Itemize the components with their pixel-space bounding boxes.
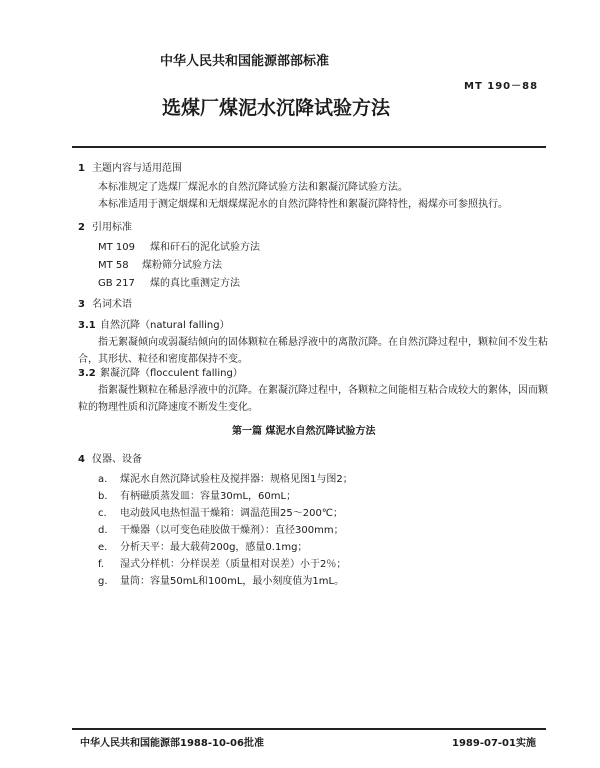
reference-title: 煤和矸石的泥化试验方法 [150,242,260,253]
list-item-text: 有柄磁质蒸发皿：容量30mL，60mL； [120,491,297,502]
section-4-heading: 仪器、设备 [92,454,142,465]
list-item-letter: f. [98,559,104,570]
effective-date: 1989-07-01实施 [452,738,536,749]
standard-code: MT 190－88 [464,81,539,92]
section-1-number: 1 [78,163,85,174]
reference-title: 煤粉筛分试验方法 [142,260,222,271]
reference-code: GB 217 [98,278,135,289]
issuing-organization: 中华人民共和国能源部部标准 [160,54,330,69]
term-3-1-definition: 指无絮凝倾向或弱凝结倾向的固体颗粒在稀悬浮液中的离散沉降。在自然沉降过程中，颗粒间不发生粘合，其形状、粒径和密度都保持不变。 [78,337,548,365]
term-3-2-name: 絮凝沉降（flocculent falling） [100,368,243,379]
list-item-text: 电动鼓风电热恒温干燥箱：调温范围25～200℃； [120,508,344,519]
footer-rule [72,728,546,730]
list-item-text: 量筒：容量50mL和100mL，最小刻度值为1mL。 [120,576,345,587]
term-3-1-number: 3.1 [78,320,96,331]
list-item-text: 干燥器（以可变色硅胶做干燥剂）：直径300mm； [120,525,344,536]
section-2-heading: 引用标准 [92,222,132,233]
term-3-2-definition: 指絮凝性颗粒在稀悬浮液中的沉降。在絮凝沉降过程中，各颗粒之间能相互粘合成较大的絮体，因而颗粒的物理性质和沉降速度不断发生变化。 [78,385,548,413]
section-3-heading: 名词术语 [92,299,132,310]
list-item-letter: a. [98,474,108,485]
reference-title: 煤的真比重测定方法 [150,278,240,289]
list-item-letter: g. [98,576,108,587]
section-2-number: 2 [78,222,85,233]
list-item-letter: c. [98,508,107,519]
section-3-number: 3 [78,299,85,310]
section-4-number: 4 [78,454,85,465]
reference-code: MT 58 [98,260,129,271]
part-1-title: 第一篇 煤泥水自然沉降试验方法 [232,426,376,437]
term-3-2-number: 3.2 [78,368,96,379]
list-item-letter: b. [98,491,108,502]
section-1-paragraph-1: 本标准规定了选煤厂煤泥水的自然沉降试验方法和絮凝沉降试验方法。 [98,182,408,193]
term-3-1-name: 自然沉降（natural falling） [100,320,230,331]
list-item-text: 分析天平：最大载荷200g，感量0.1mg； [120,542,308,553]
document-title: 选煤厂煤泥水沉降试验方法 [162,97,391,119]
section-1-paragraph-2: 本标准适用于测定烟煤和无烟煤煤泥水的自然沉降特性和絮凝沉降特性，褐煤亦可参照执行。 [98,199,508,210]
list-item-letter: d. [98,525,108,536]
reference-code: MT 109 [98,242,136,253]
section-1-heading: 主题内容与适用范围 [92,163,182,174]
list-item-text: 煤泥水自然沉降试验柱及搅拌器：规格见图1与图2； [120,474,353,485]
list-item-text: 湿式分样机：分样误差（质量相对误差）小于2％； [120,559,347,570]
approval-statement: 中华人民共和国能源部1988-10-06批准 [80,738,264,749]
list-item-letter: e. [98,542,108,553]
header-rule [72,146,546,148]
